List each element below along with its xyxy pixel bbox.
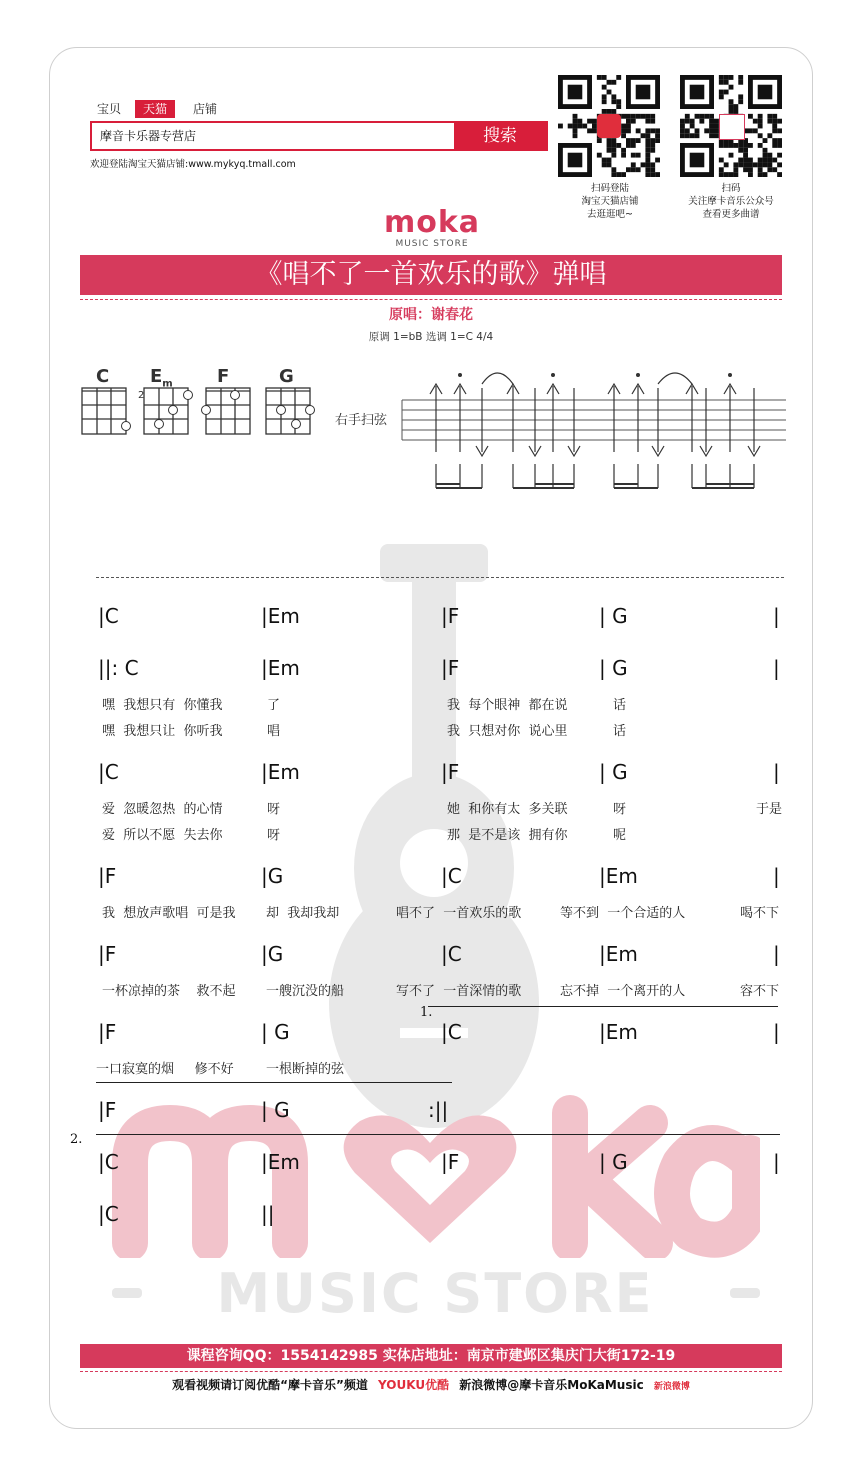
score-sheet <box>49 47 813 1429</box>
search-button[interactable]: 搜索 <box>454 123 546 149</box>
lyric-text: 了 <box>267 698 281 713</box>
chord-cell: | <box>773 656 780 680</box>
chord-cell: | <box>773 942 780 966</box>
youku-logo[interactable]: YOUKU优酷 <box>378 1378 450 1392</box>
original-singer: 原唱：谢春花 <box>389 307 473 323</box>
lyric-text: 于是 <box>756 802 783 817</box>
video-note: 观看视频请订阅优酷“摩卡音乐”频道 <box>172 1378 368 1392</box>
moka-logo: moka <box>383 205 481 240</box>
footer-dashed-line <box>80 1371 782 1372</box>
lyric-text: 那 是不是该 拥有你 <box>447 828 568 843</box>
lyric-text: 唱 <box>267 724 281 739</box>
chord-name-c: C <box>96 366 110 387</box>
contact-bar: 课程咨询QQ：1554142985 实体店地址：南京市建邺区集庆门大街172-19 <box>80 1344 782 1368</box>
lyric-text: 唱不了 一首欢乐的歌 <box>396 906 522 921</box>
chord-cell: | <box>773 760 780 784</box>
strum-label: 右手扫弦 <box>335 413 388 428</box>
lyric-text: 喝不下 <box>740 906 780 921</box>
lyric-text: 呢 <box>613 828 627 843</box>
chord-cell: |C <box>98 1150 119 1174</box>
chord-cell: :|| <box>428 1098 449 1122</box>
chord-cell: | <box>773 1020 780 1044</box>
tab-shop[interactable]: 店铺 <box>193 102 218 116</box>
chord-row <box>50 603 812 629</box>
volta-line <box>96 1082 452 1083</box>
chord-cell: ||: C <box>98 656 139 680</box>
chord-cell: |F <box>98 1098 117 1122</box>
chord-name-g: G <box>279 366 294 387</box>
lyric-text: 爱 忽暖忽热 的心情 <box>102 802 223 817</box>
chord-row <box>50 941 812 967</box>
chord-cell: |Em <box>261 760 300 784</box>
chord-cell: | <box>773 864 780 888</box>
chord-cell: |Em <box>599 942 638 966</box>
chord-row <box>50 863 812 889</box>
chord-cell: | G <box>261 1020 290 1044</box>
lyric-text: 嘿 我想只有 你懂我 <box>102 698 223 713</box>
watermark-dash <box>112 1288 142 1298</box>
chord-row <box>50 1149 812 1175</box>
song-title: 《唱不了一首欢乐的歌》弹唱 <box>80 255 782 295</box>
chord-cell: |Em <box>261 604 300 628</box>
qr-caption-wechat: 扫码 关注摩卡音乐公众号 查看更多曲谱 <box>688 183 774 220</box>
lyric-text: 一杯凉掉的茶 救不起 <box>102 984 236 999</box>
lyric-text: 话 <box>613 724 627 739</box>
lyric-text: 话 <box>613 698 627 713</box>
lyric-text: 我 想放声歌唱 可是我 <box>102 906 236 921</box>
qr-caption-tmall: 扫码登陆 淘宝天猫店铺 去逛逛吧~ <box>581 183 639 220</box>
chord-cell: | G <box>599 656 628 680</box>
chord-cell: |C <box>441 1020 462 1044</box>
chord-cell: |F <box>98 1020 117 1044</box>
chord-cell: |F <box>441 604 460 628</box>
chord-cell: | G <box>599 760 628 784</box>
moka-logo-sub: MUSIC STORE <box>395 239 469 249</box>
chord-cell: | <box>773 1150 780 1174</box>
welcome-text: 欢迎登陆淘宝天猫店铺:www.mykyq.tmall.com <box>90 159 296 170</box>
section-dashed-line <box>96 577 784 578</box>
lyric-text: 一根断掉的弦 <box>266 1062 345 1077</box>
chord-name-em: $E_m$ <box>150 366 173 390</box>
volta-line <box>428 1006 778 1007</box>
tmall-bag-icon <box>597 114 621 138</box>
search-input[interactable]: 摩音卡乐器专营店 <box>100 129 197 143</box>
chord-row <box>50 759 812 785</box>
footer-social <box>50 1376 812 1393</box>
chord-cell: | G <box>599 1150 628 1174</box>
chord-row <box>50 1201 812 1227</box>
chord-cell: |Em <box>599 1020 638 1044</box>
chord-cell: |G <box>261 942 284 966</box>
tab-baobei[interactable]: 宝贝 <box>97 102 122 116</box>
moka-mini-icon <box>719 114 745 140</box>
chord-cell: |F <box>441 656 460 680</box>
lyric-text: 却 我却我却 <box>266 906 340 921</box>
weibo-logo[interactable]: 新浪微博 <box>653 1382 690 1392</box>
key-info: 原调 1=bB 选调 1=C 4/4 <box>368 331 494 343</box>
chord-cell: || <box>261 1202 275 1226</box>
chord-cell: |C <box>98 1202 119 1226</box>
title-dashed-line <box>80 299 782 300</box>
chord-cell: |C <box>441 864 462 888</box>
lyric-text: 呀 <box>267 828 281 843</box>
lyric-text: 爱 所以不愿 失去你 <box>102 828 223 843</box>
lyric-text: 呀 <box>267 802 281 817</box>
chord-cell: | <box>773 604 780 628</box>
search-box <box>90 121 548 151</box>
lyric-text: 她 和你有太 多关联 <box>447 802 568 817</box>
strum-pattern <box>400 366 790 491</box>
weibo-note: 新浪微博@摩卡音乐MoKaMusic <box>459 1378 644 1392</box>
chord-cell: |C <box>441 942 462 966</box>
lyric-text: 我 只想对你 说心里 <box>447 724 568 739</box>
chord-cell: | G <box>261 1098 290 1122</box>
chord-cell: |F <box>441 760 460 784</box>
volta-1-label: 1. <box>420 1005 433 1020</box>
chord-row <box>50 655 812 681</box>
chord-cell: |Em <box>599 864 638 888</box>
lyric-text: 一艘沉没的船 <box>266 984 345 999</box>
chord-cell: | G <box>599 604 628 628</box>
lyric-text: 写不了 一首深情的歌 <box>396 984 522 999</box>
chord-cell: |Em <box>261 1150 300 1174</box>
svg-text:2: 2 <box>138 390 145 401</box>
chord-cell: |F <box>98 942 117 966</box>
lyric-text: 等不到 一个合适的人 <box>560 906 686 921</box>
lyric-text: 一口寂寞的烟 修不好 <box>96 1062 234 1077</box>
lyric-text: 我 每个眼神 都在说 <box>447 698 568 713</box>
chord-cell: |F <box>98 864 117 888</box>
tab-tmall[interactable]: 天猫 <box>135 100 175 118</box>
chord-row <box>50 1097 812 1123</box>
watermark-sub: MUSIC STORE <box>216 1262 654 1325</box>
volta-line <box>96 1134 780 1135</box>
chord-cell: |C <box>98 604 119 628</box>
chord-cell: |C <box>98 760 119 784</box>
lyric-text: 呀 <box>613 802 627 817</box>
watermark-dash <box>730 1288 760 1298</box>
chord-cell: |Em <box>261 656 300 680</box>
chord-cell: |F <box>441 1150 460 1174</box>
lyric-text: 容不下 <box>740 984 780 999</box>
shop-tabs <box>97 100 297 118</box>
chord-row <box>50 1019 812 1045</box>
lyric-text: 忘不掉 一个离开的人 <box>560 984 686 999</box>
volta-2-label: 2. <box>70 1132 83 1147</box>
lyric-text: 嘿 我想只让 你听我 <box>102 724 223 739</box>
chord-name-f: F <box>217 366 230 387</box>
chord-cell: |G <box>261 864 284 888</box>
chord-diagrams <box>78 386 328 438</box>
